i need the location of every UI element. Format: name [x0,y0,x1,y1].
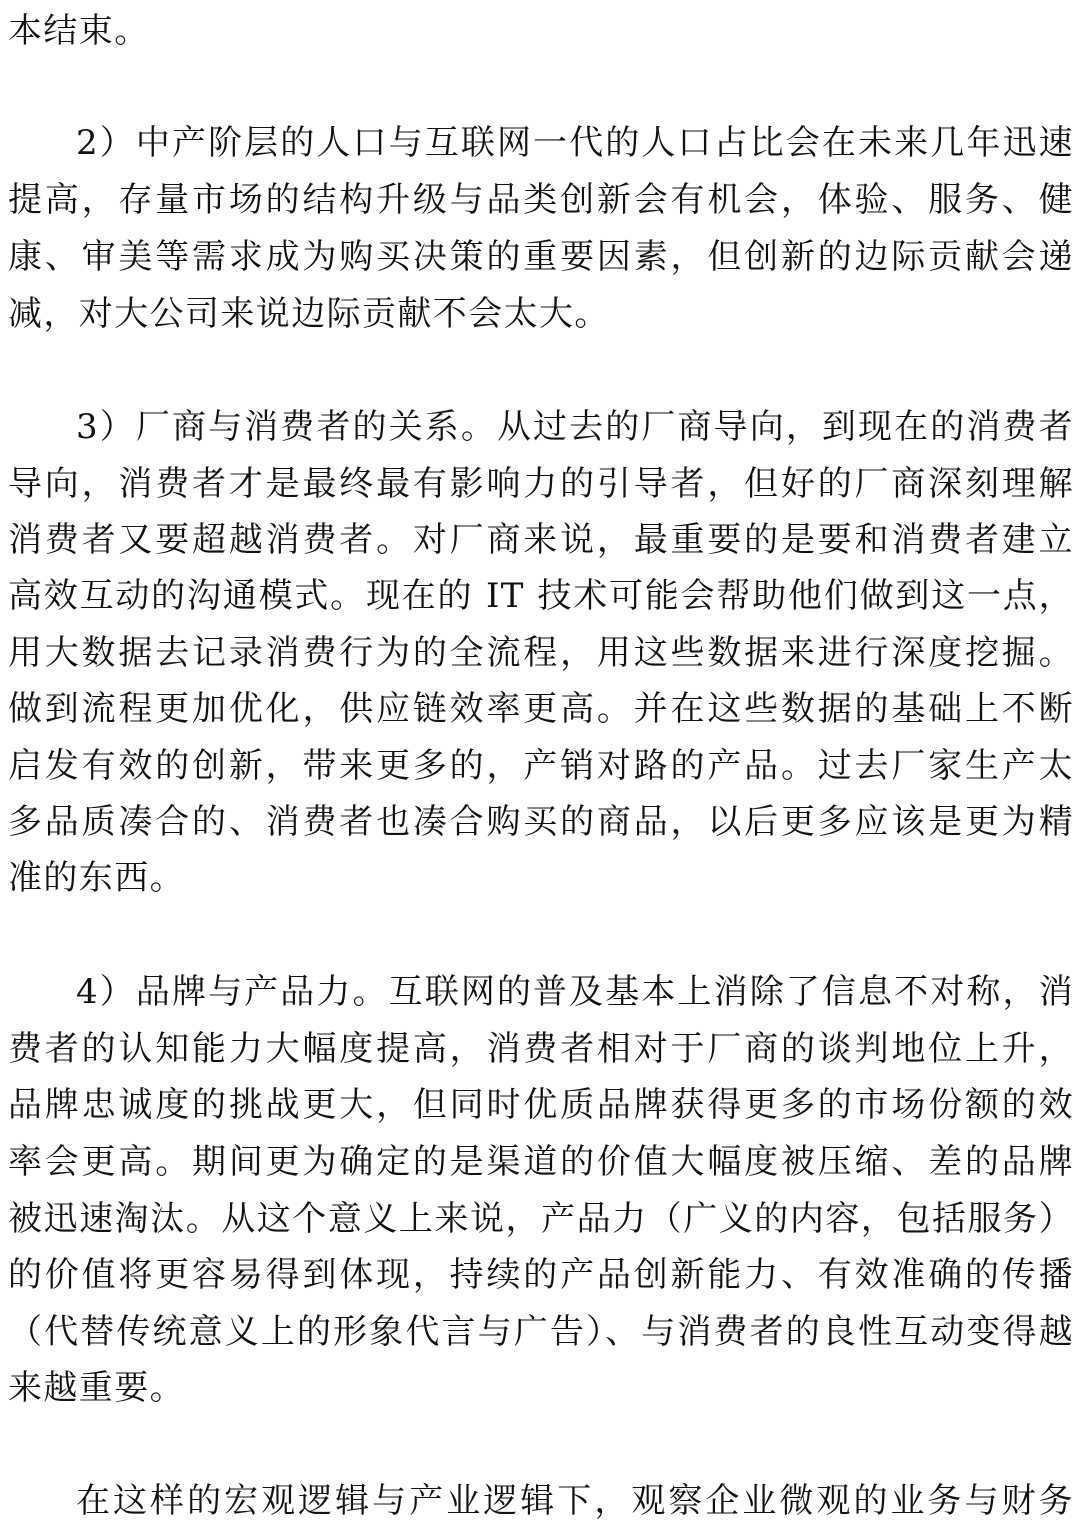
paragraph-4-line: 品牌忠诚度的挑战更大，但同时优质品牌获得更多的市场份额的效 [8,1085,1074,1125]
paragraph-line: 本结束。 [8,11,150,51]
paragraph-3-line: 导向，消费者才是最终最有影响力的引导者，但好的厂商深刻理解 [8,464,1074,504]
paragraph-4-line: 的价值将更容易得到体现，持续的产品创新能力、有效准确的传播 [8,1255,1074,1295]
paragraph-4-line: 4）品牌与产品力。互联网的普及基本上消除了信息不对称，消 [76,972,1074,1012]
paragraph-4-line: （代替传统意义上的形象代言与广告）、与消费者的良性互动变得越 [8,1312,1074,1352]
paragraph-3-line: 消费者又要超越消费者。对厂商来说，最重要的是要和消费者建立 [8,520,1074,560]
paragraph-3-line: 准的东西。 [8,858,185,898]
paragraph-5-line: 在这样的宏观逻辑与产业逻辑下，观察企业微观的业务与财务 [76,1481,1074,1521]
paragraph-3-line: 高效互动的沟通模式。现在的 IT 技术可能会帮助他们做到这一点， [8,576,1074,616]
paragraph-4-line: 来越重要。 [8,1368,185,1408]
paragraph-2-line: 减，对大公司来说边际贡献不会太大。 [8,294,610,334]
paragraph-4-line: 被迅速淘汰。从这个意义上来说，产品力（广义的内容，包括服务） [8,1199,1074,1239]
paragraph-4-line: 率会更高。期间更为确定的是渠道的价值大幅度被压缩、差的品牌 [8,1142,1074,1182]
paragraph-4-line: 费者的认知能力大幅度提高，消费者相对于厂商的谈判地位上升， [8,1029,1074,1069]
paragraph-2-line: 康、审美等需求成为购买决策的重要因素，但创新的边际贡献会递 [8,237,1074,277]
paragraph-3-line: 用大数据去记录消费行为的全流程，用这些数据来进行深度挖掘。 [8,633,1074,673]
paragraph-3-line: 启发有效的创新，带来更多的，产销对路的产品。过去厂家生产太 [8,746,1074,786]
paragraph-2-line: 提高，存量市场的结构升级与品类创新会有机会，体验、服务、健 [8,180,1074,220]
paragraph-3-line: 3）厂商与消费者的关系。从过去的厂商导向，到现在的消费者 [76,407,1074,447]
paragraph-3-line: 做到流程更加优化，供应链效率更高。并在这些数据的基础上不断 [8,689,1074,729]
paragraph-3-line: 多品质凑合的、消费者也凑合购买的商品，以后更多应该是更为精 [8,802,1074,842]
paragraph-2-line: 2）中产阶层的人口与互联网一代的人口占比会在未来几年迅速 [76,123,1074,163]
